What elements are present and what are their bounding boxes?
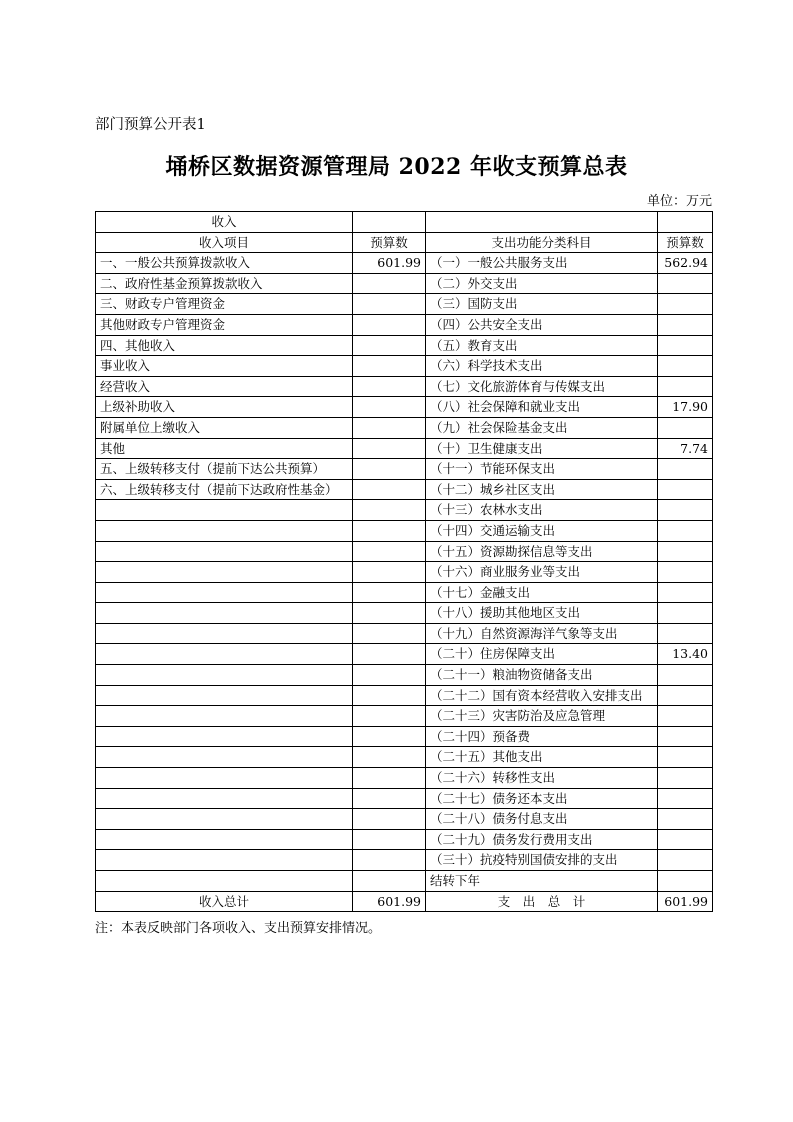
income-item-cell bbox=[96, 520, 353, 541]
income-value-cell bbox=[353, 273, 426, 294]
expense-item-cell: （二）外交支出 bbox=[426, 273, 658, 294]
income-value-cell bbox=[353, 623, 426, 644]
income-value-cell bbox=[353, 829, 426, 850]
table-row bbox=[96, 520, 713, 541]
expense-value-cell bbox=[658, 459, 713, 480]
table-row bbox=[96, 685, 713, 706]
table-row bbox=[96, 871, 713, 892]
expense-item-cell: （十六）商业服务业等支出 bbox=[426, 562, 658, 583]
expense-value-cell bbox=[658, 706, 713, 727]
expense-item-cell: （七）文化旅游体育与传媒支出 bbox=[426, 376, 658, 397]
income-value-cell bbox=[353, 644, 426, 665]
table-row bbox=[96, 273, 713, 294]
table-row bbox=[96, 726, 713, 747]
income-value-cell bbox=[353, 706, 426, 727]
income-value-cell bbox=[353, 788, 426, 809]
expense-item-cell: （十五）资源勘探信息等支出 bbox=[426, 541, 658, 562]
income-section-header: 收入 bbox=[96, 212, 353, 233]
expense-value-cell bbox=[658, 850, 713, 871]
expense-value-cell: 562.94 bbox=[658, 253, 713, 274]
table-body bbox=[96, 253, 713, 891]
table-row bbox=[96, 768, 713, 789]
income-value-cell bbox=[353, 726, 426, 747]
income-item-cell bbox=[96, 665, 353, 686]
expense-value-cell bbox=[658, 520, 713, 541]
expense-total-label: 支 出 总 计 bbox=[426, 891, 658, 912]
expense-item-cell: （十八）援助其他地区支出 bbox=[426, 603, 658, 624]
income-item-cell: 四、其他收入 bbox=[96, 335, 353, 356]
column-header-row bbox=[96, 232, 713, 253]
table-row bbox=[96, 850, 713, 871]
expense-value-cell bbox=[658, 603, 713, 624]
expense-value-cell bbox=[658, 788, 713, 809]
col-header-income-item: 收入项目 bbox=[96, 232, 353, 253]
income-item-cell bbox=[96, 706, 353, 727]
table-row bbox=[96, 459, 713, 480]
empty-cell bbox=[658, 212, 713, 233]
table-row bbox=[96, 788, 713, 809]
budget-table bbox=[95, 211, 713, 912]
expense-item-cell: （六）科学技术支出 bbox=[426, 356, 658, 377]
expense-item-cell: （十四）交通运输支出 bbox=[426, 520, 658, 541]
expense-total-value: 601.99 bbox=[658, 891, 713, 912]
expense-item-cell: （十二）城乡社区支出 bbox=[426, 479, 658, 500]
table-row bbox=[96, 541, 713, 562]
table-row bbox=[96, 294, 713, 315]
expense-value-cell bbox=[658, 582, 713, 603]
page-title: 埇桥区数据资源管理局 2022 年收支预算总表 bbox=[165, 154, 628, 180]
income-item-cell bbox=[96, 809, 353, 830]
income-item-cell: 上级补助收入 bbox=[96, 397, 353, 418]
expense-value-cell bbox=[658, 314, 713, 335]
expense-item-cell: （五）教育支出 bbox=[426, 335, 658, 356]
total-row bbox=[96, 891, 713, 912]
income-value-cell bbox=[353, 356, 426, 377]
expense-item-cell: （八）社会保障和就业支出 bbox=[426, 397, 658, 418]
income-value-cell bbox=[353, 541, 426, 562]
income-item-cell: 六、上级转移支付（提前下达政府性基金） bbox=[96, 479, 353, 500]
income-value-cell: 601.99 bbox=[353, 253, 426, 274]
income-value-cell bbox=[353, 520, 426, 541]
unit-label: 单位：万元 bbox=[646, 194, 712, 209]
table-row bbox=[96, 376, 713, 397]
expense-value-cell bbox=[658, 479, 713, 500]
income-item-cell bbox=[96, 788, 353, 809]
income-value-cell bbox=[353, 479, 426, 500]
income-value-cell bbox=[353, 314, 426, 335]
table-row bbox=[96, 582, 713, 603]
income-value-cell bbox=[353, 747, 426, 768]
table-row bbox=[96, 562, 713, 583]
expense-item-cell: （一）一般公共服务支出 bbox=[426, 253, 658, 274]
income-value-cell bbox=[353, 376, 426, 397]
expense-item-cell: （二十九）债务发行费用支出 bbox=[426, 829, 658, 850]
table-row bbox=[96, 623, 713, 644]
income-item-cell bbox=[96, 603, 353, 624]
table-row bbox=[96, 747, 713, 768]
income-value-cell bbox=[353, 335, 426, 356]
expense-value-cell bbox=[658, 623, 713, 644]
income-value-cell bbox=[353, 685, 426, 706]
income-item-cell bbox=[96, 562, 353, 583]
expense-item-cell: （十九）自然资源海洋气象等支出 bbox=[426, 623, 658, 644]
income-value-cell bbox=[353, 809, 426, 830]
income-item-cell bbox=[96, 500, 353, 521]
income-section-row bbox=[96, 212, 713, 233]
table-row bbox=[96, 603, 713, 624]
income-value-cell bbox=[353, 665, 426, 686]
expense-item-cell: （二十）住房保障支出 bbox=[426, 644, 658, 665]
income-value-cell bbox=[353, 768, 426, 789]
expense-value-cell bbox=[658, 747, 713, 768]
expense-value-cell bbox=[658, 417, 713, 438]
expense-item-cell: （二十五）其他支出 bbox=[426, 747, 658, 768]
expense-value-cell bbox=[658, 726, 713, 747]
expense-value-cell bbox=[658, 562, 713, 583]
expense-item-cell: （二十七）债务还本支出 bbox=[426, 788, 658, 809]
expense-value-cell: 17.90 bbox=[658, 397, 713, 418]
expense-item-cell: （十三）农林水支出 bbox=[426, 500, 658, 521]
expense-value-cell: 13.40 bbox=[658, 644, 713, 665]
income-item-cell bbox=[96, 623, 353, 644]
expense-item-cell: （十一）节能环保支出 bbox=[426, 459, 658, 480]
table-row bbox=[96, 438, 713, 459]
table-row bbox=[96, 356, 713, 377]
income-item-cell bbox=[96, 726, 353, 747]
income-item-cell bbox=[96, 541, 353, 562]
expense-value-cell bbox=[658, 294, 713, 315]
table-row bbox=[96, 829, 713, 850]
table-row bbox=[96, 500, 713, 521]
table-row bbox=[96, 706, 713, 727]
income-item-cell: 三、财政专户管理资金 bbox=[96, 294, 353, 315]
income-item-cell bbox=[96, 747, 353, 768]
table-row bbox=[96, 314, 713, 335]
income-item-cell bbox=[96, 768, 353, 789]
expense-item-cell: （二十三）灾害防治及应急管理 bbox=[426, 706, 658, 727]
expense-value-cell bbox=[658, 809, 713, 830]
income-value-cell bbox=[353, 397, 426, 418]
income-item-cell bbox=[96, 871, 353, 892]
income-item-cell bbox=[96, 644, 353, 665]
col-header-expense-category: 支出功能分类科目 bbox=[426, 232, 658, 253]
expense-item-cell: （三）国防支出 bbox=[426, 294, 658, 315]
income-item-cell: 五、上级转移支付（提前下达公共预算） bbox=[96, 459, 353, 480]
income-item-cell: 其他 bbox=[96, 438, 353, 459]
footnote: 注：本表反映部门各项收入、支出预算安排情况。 bbox=[95, 921, 382, 936]
expense-item-cell: （二十四）预备费 bbox=[426, 726, 658, 747]
expense-value-cell bbox=[658, 500, 713, 521]
expense-value-cell bbox=[658, 376, 713, 397]
expense-value-cell bbox=[658, 356, 713, 377]
income-value-cell bbox=[353, 603, 426, 624]
income-value-cell bbox=[353, 417, 426, 438]
table-row bbox=[96, 479, 713, 500]
expense-item-cell: （十七）金融支出 bbox=[426, 582, 658, 603]
expense-value-cell bbox=[658, 541, 713, 562]
expense-value-cell: 7.74 bbox=[658, 438, 713, 459]
empty-cell bbox=[426, 212, 658, 233]
expense-value-cell bbox=[658, 829, 713, 850]
table-row bbox=[96, 335, 713, 356]
expense-item-cell: （十）卫生健康支出 bbox=[426, 438, 658, 459]
income-total-value: 601.99 bbox=[353, 891, 426, 912]
expense-value-cell bbox=[658, 335, 713, 356]
expense-value-cell bbox=[658, 685, 713, 706]
income-value-cell bbox=[353, 850, 426, 871]
table-row bbox=[96, 417, 713, 438]
expense-value-cell bbox=[658, 273, 713, 294]
expense-item-cell: （四）公共安全支出 bbox=[426, 314, 658, 335]
expense-value-cell bbox=[658, 665, 713, 686]
income-item-cell: 经营收入 bbox=[96, 376, 353, 397]
doc-label: 部门预算公开表1 bbox=[95, 117, 206, 133]
table-row bbox=[96, 253, 713, 274]
expense-item-cell: （三十）抗疫特别国债安排的支出 bbox=[426, 850, 658, 871]
expense-item-cell: （二十二）国有资本经营收入安排支出 bbox=[426, 685, 658, 706]
income-value-cell bbox=[353, 582, 426, 603]
expense-item-cell: （二十一）粮油物资储备支出 bbox=[426, 665, 658, 686]
col-header-expense-budget: 预算数 bbox=[658, 232, 713, 253]
income-value-cell bbox=[353, 871, 426, 892]
table-row bbox=[96, 644, 713, 665]
empty-cell bbox=[353, 212, 426, 233]
income-item-cell bbox=[96, 582, 353, 603]
expense-value-cell bbox=[658, 871, 713, 892]
expense-item-cell: 结转下年 bbox=[426, 871, 658, 892]
income-value-cell bbox=[353, 459, 426, 480]
income-value-cell bbox=[353, 438, 426, 459]
income-item-cell: 二、政府性基金预算拨款收入 bbox=[96, 273, 353, 294]
table-row bbox=[96, 809, 713, 830]
income-item-cell bbox=[96, 829, 353, 850]
table-row bbox=[96, 665, 713, 686]
income-item-cell: 其他财政专户管理资金 bbox=[96, 314, 353, 335]
income-value-cell bbox=[353, 562, 426, 583]
expense-item-cell: （二十六）转移性支出 bbox=[426, 768, 658, 789]
income-item-cell bbox=[96, 850, 353, 871]
expense-value-cell bbox=[658, 768, 713, 789]
col-header-income-budget: 预算数 bbox=[353, 232, 426, 253]
expense-item-cell: （二十八）债务付息支出 bbox=[426, 809, 658, 830]
table-row bbox=[96, 397, 713, 418]
income-total-label: 收入总计 bbox=[96, 891, 353, 912]
expense-item-cell: （九）社会保险基金支出 bbox=[426, 417, 658, 438]
income-item-cell: 附属单位上缴收入 bbox=[96, 417, 353, 438]
income-item-cell: 事业收入 bbox=[96, 356, 353, 377]
income-item-cell: 一、一般公共预算拨款收入 bbox=[96, 253, 353, 274]
income-item-cell bbox=[96, 685, 353, 706]
income-value-cell bbox=[353, 294, 426, 315]
income-value-cell bbox=[353, 500, 426, 521]
